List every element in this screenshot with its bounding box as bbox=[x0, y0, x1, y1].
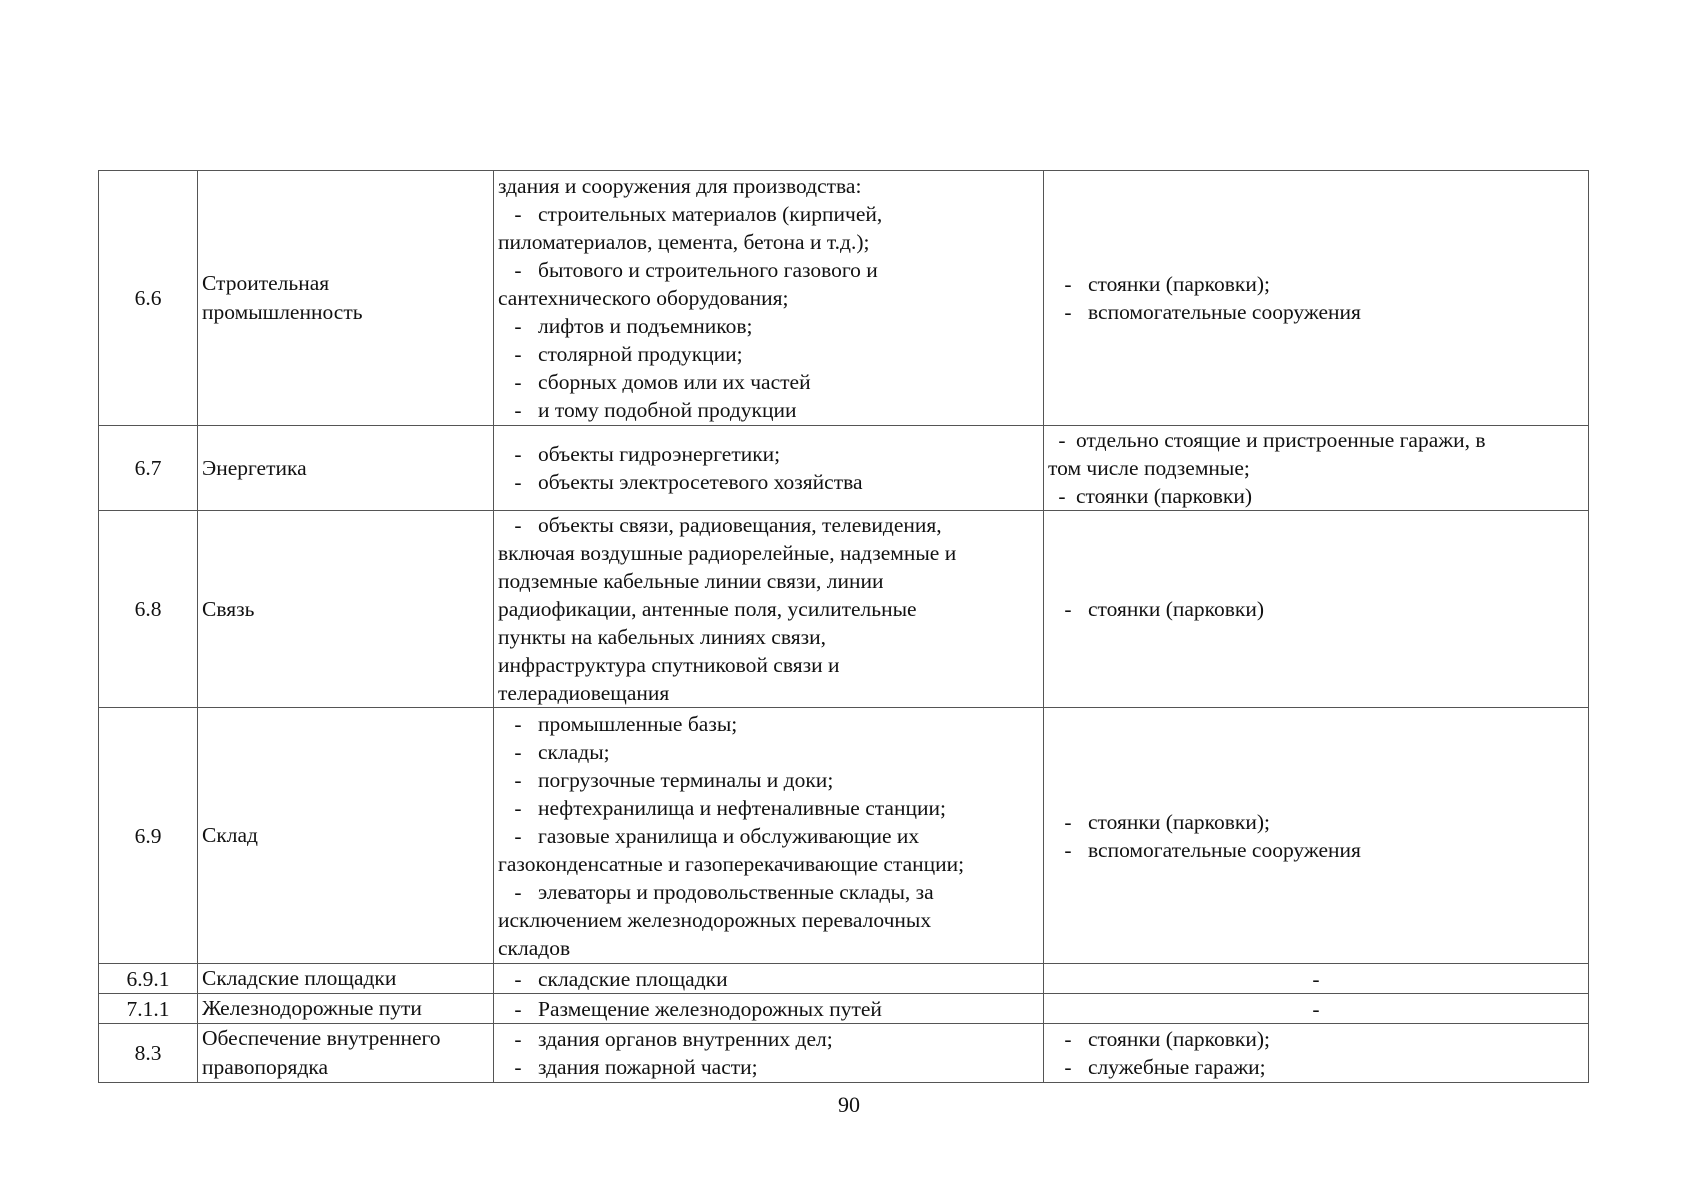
name-line: Склад bbox=[202, 823, 258, 847]
main-uses-cell bbox=[494, 426, 1044, 511]
auxiliary-uses-cell bbox=[1044, 171, 1589, 426]
bullet-dash: - bbox=[1058, 484, 1066, 508]
main-text: объекты связи, радиовещания, телевидения, bbox=[538, 513, 942, 537]
bullet-dash: - bbox=[514, 823, 522, 848]
bullet-dash: - bbox=[514, 795, 522, 820]
main-line bbox=[498, 172, 1039, 200]
aux-line bbox=[1048, 298, 1584, 326]
main-line bbox=[498, 539, 1039, 567]
bullet-dash: - bbox=[514, 711, 522, 736]
main-uses-cell bbox=[494, 994, 1044, 1024]
table-row bbox=[99, 171, 1589, 426]
aux-text: том числе подземные; bbox=[1048, 456, 1250, 480]
bullet-dash: - bbox=[514, 314, 522, 338]
bullet-dash: - bbox=[1064, 300, 1072, 324]
main-line bbox=[498, 710, 1039, 738]
main-text: пиломатериалов, цемента, бетона и т.д.); bbox=[498, 230, 870, 254]
main-text: нефтехранилища и нефтеналивные станции; bbox=[538, 795, 946, 820]
main-line bbox=[498, 468, 1039, 496]
aux-line bbox=[1048, 836, 1584, 864]
name-line: промышленность bbox=[202, 300, 363, 324]
name-line: Железнодорожные пути bbox=[202, 996, 422, 1020]
bullet-dash: - bbox=[514, 202, 522, 226]
bullet-dash: - bbox=[514, 513, 522, 537]
main-text: складские площадки bbox=[538, 966, 728, 991]
bullet-dash: - bbox=[1064, 837, 1072, 862]
auxiliary-uses-cell bbox=[1044, 1024, 1589, 1083]
main-line bbox=[498, 396, 1039, 424]
main-text: сантехнического оборудования; bbox=[498, 286, 789, 310]
main-line bbox=[498, 228, 1039, 256]
main-text: пункты на кабельных линиях связи, bbox=[498, 625, 826, 649]
main-line bbox=[498, 1053, 1039, 1081]
main-text: сборных домов или их частей bbox=[538, 370, 811, 394]
main-line bbox=[498, 623, 1039, 651]
row-code: 6.8 bbox=[99, 511, 198, 708]
bullet-dash: - bbox=[1064, 809, 1072, 834]
row-code: 6.9.1 bbox=[99, 964, 198, 994]
bullet-dash: - bbox=[514, 398, 522, 422]
main-text: столярной продукции; bbox=[538, 342, 743, 366]
main-text: складов bbox=[498, 935, 571, 960]
name-line: правопорядка bbox=[202, 1055, 329, 1079]
main-text: включая воздушные радиорелейные, надземные и bbox=[498, 541, 957, 565]
table-row bbox=[99, 994, 1589, 1024]
bullet-dash: - bbox=[514, 879, 522, 904]
table-row bbox=[99, 964, 1589, 994]
main-text: радиофикации, антенные поля, усилительные bbox=[498, 597, 917, 621]
main-line bbox=[498, 567, 1039, 595]
main-text: бытового и строительного газового и bbox=[538, 258, 878, 282]
main-line bbox=[498, 766, 1039, 794]
main-line bbox=[498, 440, 1039, 468]
main-line bbox=[498, 651, 1039, 679]
main-uses-cell bbox=[494, 964, 1044, 994]
row-name bbox=[198, 1024, 494, 1083]
name-line: Обеспечение внутреннего bbox=[202, 1026, 441, 1050]
name-line: Связь bbox=[202, 596, 255, 621]
bullet-dash: - bbox=[514, 442, 522, 466]
bullet-dash: - bbox=[1064, 1027, 1072, 1051]
main-line bbox=[498, 256, 1039, 284]
aux-text: отдельно стоящие и пристроенные гаражи, в bbox=[1076, 428, 1486, 452]
page-number: 90 bbox=[838, 1092, 860, 1117]
main-line bbox=[498, 368, 1039, 396]
main-uses-cell bbox=[494, 171, 1044, 426]
main-text: строительных материалов (кирпичей, bbox=[538, 202, 883, 226]
main-line bbox=[498, 284, 1039, 312]
main-line bbox=[498, 1025, 1039, 1053]
row-code: 6.7 bbox=[99, 426, 198, 511]
bullet-dash: - bbox=[514, 370, 522, 394]
row-name bbox=[198, 708, 494, 964]
table-row bbox=[99, 511, 1589, 708]
row-code: 6.9 bbox=[99, 708, 198, 964]
row-code: 6.6 bbox=[99, 171, 198, 426]
main-line bbox=[498, 340, 1039, 368]
bullet-dash: - bbox=[514, 739, 522, 764]
aux-text: стоянки (парковки); bbox=[1088, 809, 1271, 834]
main-text: здания пожарной части; bbox=[538, 1055, 758, 1079]
bullet-dash: - bbox=[514, 767, 522, 792]
main-line bbox=[498, 906, 1039, 934]
main-line bbox=[498, 312, 1039, 340]
auxiliary-uses-cell bbox=[1044, 426, 1589, 511]
main-text: телерадиовещания bbox=[498, 681, 670, 705]
row-code: 8.3 bbox=[99, 1024, 198, 1083]
aux-text: служебные гаражи; bbox=[1088, 1055, 1266, 1079]
aux-line bbox=[1048, 426, 1584, 454]
main-text: элеваторы и продовольственные склады, за bbox=[538, 879, 934, 904]
name-line: Строительная bbox=[202, 271, 330, 295]
main-uses-cell bbox=[494, 1024, 1044, 1083]
bullet-dash: - bbox=[514, 258, 522, 282]
aux-text: стоянки (парковки) bbox=[1076, 484, 1253, 508]
bullet-dash: - bbox=[514, 470, 522, 494]
land-use-table bbox=[98, 170, 1589, 1083]
bullet-dash: - bbox=[514, 342, 522, 366]
main-text: газовые хранилища и обслуживающие их bbox=[538, 823, 920, 848]
bullet-dash: - bbox=[514, 1027, 522, 1051]
aux-text: вспомогательные сооружения bbox=[1088, 837, 1361, 862]
auxiliary-uses-cell bbox=[1044, 511, 1589, 708]
row-name bbox=[198, 511, 494, 708]
main-text: объекты электросетевого хозяйства bbox=[538, 470, 863, 494]
main-text: лифтов и подъемников; bbox=[538, 314, 753, 338]
main-text: исключением железнодорожных перевалочных bbox=[498, 907, 932, 932]
auxiliary-uses-empty: - bbox=[1044, 994, 1589, 1024]
main-text: объекты гидроэнергетики; bbox=[538, 442, 781, 466]
aux-line bbox=[1048, 270, 1584, 298]
bullet-dash: - bbox=[1064, 597, 1072, 621]
row-name bbox=[198, 426, 494, 511]
aux-line bbox=[1048, 1053, 1584, 1081]
bullet-dash: - bbox=[1064, 272, 1072, 296]
aux-line bbox=[1048, 595, 1584, 623]
main-line bbox=[498, 995, 1039, 1023]
main-line bbox=[498, 878, 1039, 906]
main-text: здания органов внутренних дел; bbox=[538, 1027, 833, 1051]
aux-line bbox=[1048, 454, 1584, 482]
row-name bbox=[198, 964, 494, 994]
main-text: газоконденсатные и газоперекачивающие станции; bbox=[498, 851, 965, 876]
aux-text: стоянки (парковки); bbox=[1088, 272, 1271, 296]
main-uses-cell bbox=[494, 708, 1044, 964]
aux-line bbox=[1048, 482, 1584, 510]
aux-text: стоянки (парковки) bbox=[1088, 597, 1265, 621]
auxiliary-uses-cell bbox=[1044, 708, 1589, 964]
table-row bbox=[99, 426, 1589, 511]
main-line bbox=[498, 965, 1039, 993]
bullet-dash: - bbox=[1064, 1055, 1072, 1079]
row-name bbox=[198, 994, 494, 1024]
auxiliary-uses-empty: - bbox=[1044, 964, 1589, 994]
main-text: подземные кабельные линии связи, линии bbox=[498, 569, 884, 593]
bullet-dash: - bbox=[514, 996, 522, 1021]
main-line bbox=[498, 794, 1039, 822]
main-line bbox=[498, 511, 1039, 539]
table-row bbox=[99, 1024, 1589, 1083]
main-line bbox=[498, 822, 1039, 850]
main-text: погрузочные терминалы и доки; bbox=[538, 767, 834, 792]
main-line bbox=[498, 738, 1039, 766]
row-name bbox=[198, 171, 494, 426]
main-line bbox=[498, 595, 1039, 623]
main-line bbox=[498, 934, 1039, 962]
bullet-dash: - bbox=[514, 966, 522, 991]
bullet-dash: - bbox=[1058, 428, 1066, 452]
main-text: здания и сооружения для производства: bbox=[498, 174, 862, 198]
main-text: Размещение железнодорожных путей bbox=[538, 996, 882, 1021]
main-line bbox=[498, 200, 1039, 228]
main-text: склады; bbox=[538, 739, 610, 764]
main-text: и тому подобной продукции bbox=[538, 398, 797, 422]
bullet-dash: - bbox=[514, 1055, 522, 1079]
main-text: инфраструктура спутниковой связи и bbox=[498, 653, 840, 677]
table-row bbox=[99, 708, 1589, 964]
name-line: Складские площадки bbox=[202, 966, 397, 990]
aux-text: стоянки (парковки); bbox=[1088, 1027, 1271, 1051]
aux-line bbox=[1048, 1025, 1584, 1053]
main-text: промышленные базы; bbox=[538, 711, 738, 736]
main-line bbox=[498, 679, 1039, 707]
aux-line bbox=[1048, 808, 1584, 836]
row-code: 7.1.1 bbox=[99, 994, 198, 1024]
aux-text: вспомогательные сооружения bbox=[1088, 300, 1361, 324]
main-line bbox=[498, 850, 1039, 878]
name-line: Энергетика bbox=[202, 455, 307, 480]
main-uses-cell bbox=[494, 511, 1044, 708]
